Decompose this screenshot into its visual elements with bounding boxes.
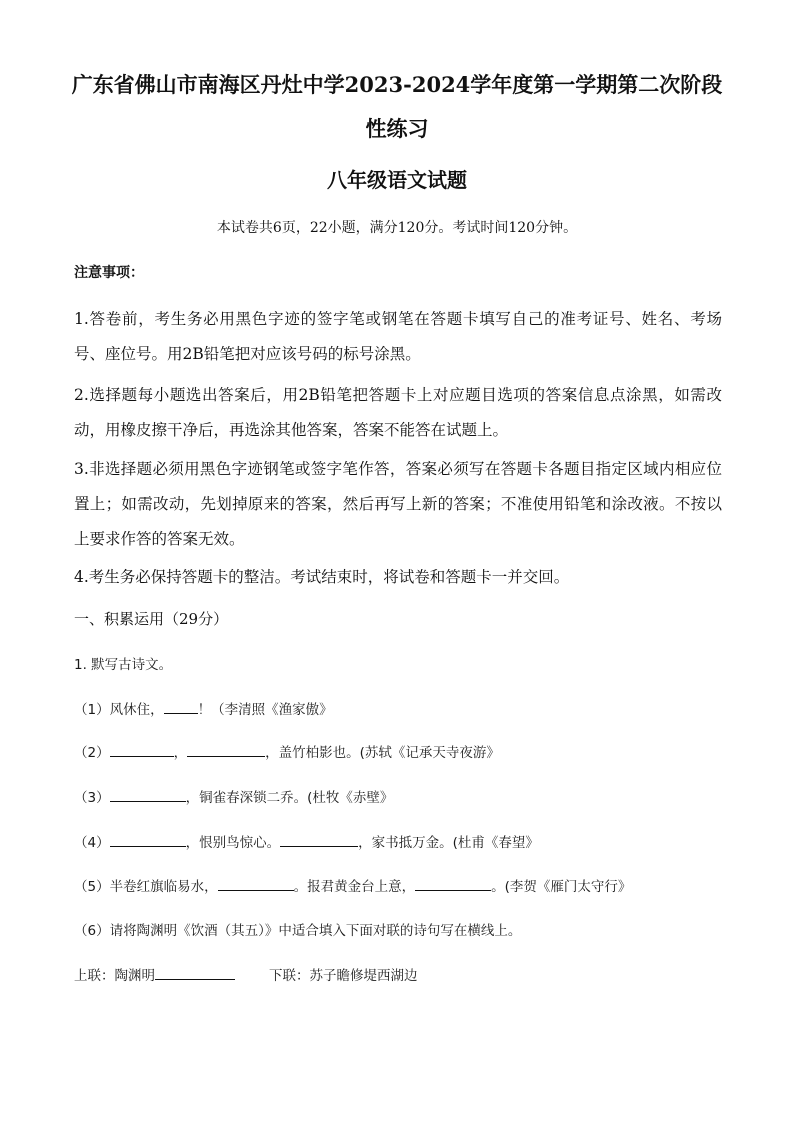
- answer-blank[interactable]: [110, 832, 186, 847]
- note-item-4: 4.考生务必保持答题卡的整洁。考试结束时，将试卷和答题卡一并交回。: [74, 568, 570, 586]
- q3-text-a: （3）: [74, 790, 110, 806]
- question-1-3: [74, 787, 393, 809]
- section-heading: 一、积累运用（29分）: [74, 610, 229, 628]
- q2-text-a: （2）: [74, 745, 110, 761]
- note-item-2: 2.选择题每小题选出答案后，用2B铅笔把答题卡上对应题目选项的答案信息点涂黑，如需改动，用橡皮擦干净后，再选涂其他答案，答案不能答在试题上。: [74, 386, 722, 439]
- question-1-5: [74, 876, 631, 898]
- answer-blank[interactable]: [164, 699, 198, 714]
- notes-title: 注意事项：: [74, 265, 144, 281]
- exam-subtitle: 八年级语文试题: [327, 168, 467, 192]
- q4-text-a: （4）: [74, 835, 110, 851]
- question-1-2: [74, 742, 500, 764]
- q2-text-c: ，盖竹柏影也。(苏轼《记承天寺夜游》: [265, 745, 500, 761]
- answer-blank[interactable]: [218, 876, 294, 891]
- exam-title-line1: 广东省佛山市南海区丹灶中学2023-2024学年度第一学期第二次阶段: [71, 72, 723, 97]
- couplet-line: [74, 965, 418, 987]
- answer-blank[interactable]: [110, 742, 174, 757]
- question-1-1: [74, 699, 333, 721]
- exam-info: 本试卷共6页，22小题，满分120分。考试时间120分钟。: [216, 220, 578, 236]
- couplet-answer-blank[interactable]: [155, 965, 235, 980]
- q4-text-b: ，恨别鸟惊心。: [185, 835, 281, 851]
- couplet-upper-label: 上联：陶渊明: [74, 968, 155, 984]
- note-item-3: 3.非选择题必须用黑色字迹钢笔或签字笔作答，答案必须写在答题卡各题目指定区域内相应位置上；如需改动，先划掉原来的答案，然后再写上新的答案；不准使用铅笔和涂改液。不按以上要求作答的答案无效。: [74, 460, 722, 548]
- answer-blank[interactable]: [280, 832, 358, 847]
- exam-title-line2: 性练习: [365, 116, 429, 141]
- q4-text-c: ，家书抵万金。(杜甫《春望》: [358, 835, 539, 851]
- question-1-4: [74, 832, 539, 854]
- question-title: 1. 默写古诗文。: [74, 657, 173, 673]
- q1-text-a: （1）风休住，: [74, 702, 164, 718]
- answer-blank[interactable]: [187, 742, 265, 757]
- q5-text-b: 。报君黄金台上意，: [293, 879, 416, 895]
- question-1-6: （6）请将陶渊明《饮酒（其五）》中适合填入下面对联的诗句写在横线上。: [74, 923, 522, 939]
- answer-blank[interactable]: [110, 787, 186, 802]
- q1-text-b: ！（李清照《渔家傲》: [197, 702, 333, 718]
- q3-text-b: ，铜雀春深锁二乔。(杜牧《赤壁》: [185, 790, 394, 806]
- q5-text-c: 。(李贺《雁门太守行》: [491, 879, 632, 895]
- q2-text-b: ，: [173, 745, 188, 761]
- answer-blank[interactable]: [415, 876, 491, 891]
- couplet-lower: 下联：苏子瞻修堤西湖边: [269, 968, 418, 984]
- note-item-1: 1.答卷前，考生务必用黑色字迹的签字笔或钢笔在答题卡填写自己的准考证号、姓名、考场号、座位号。用2B铅笔把对应该号码的标号涂黑。: [74, 310, 722, 363]
- q5-text-a: （5）半卷红旗临易水，: [74, 879, 218, 895]
